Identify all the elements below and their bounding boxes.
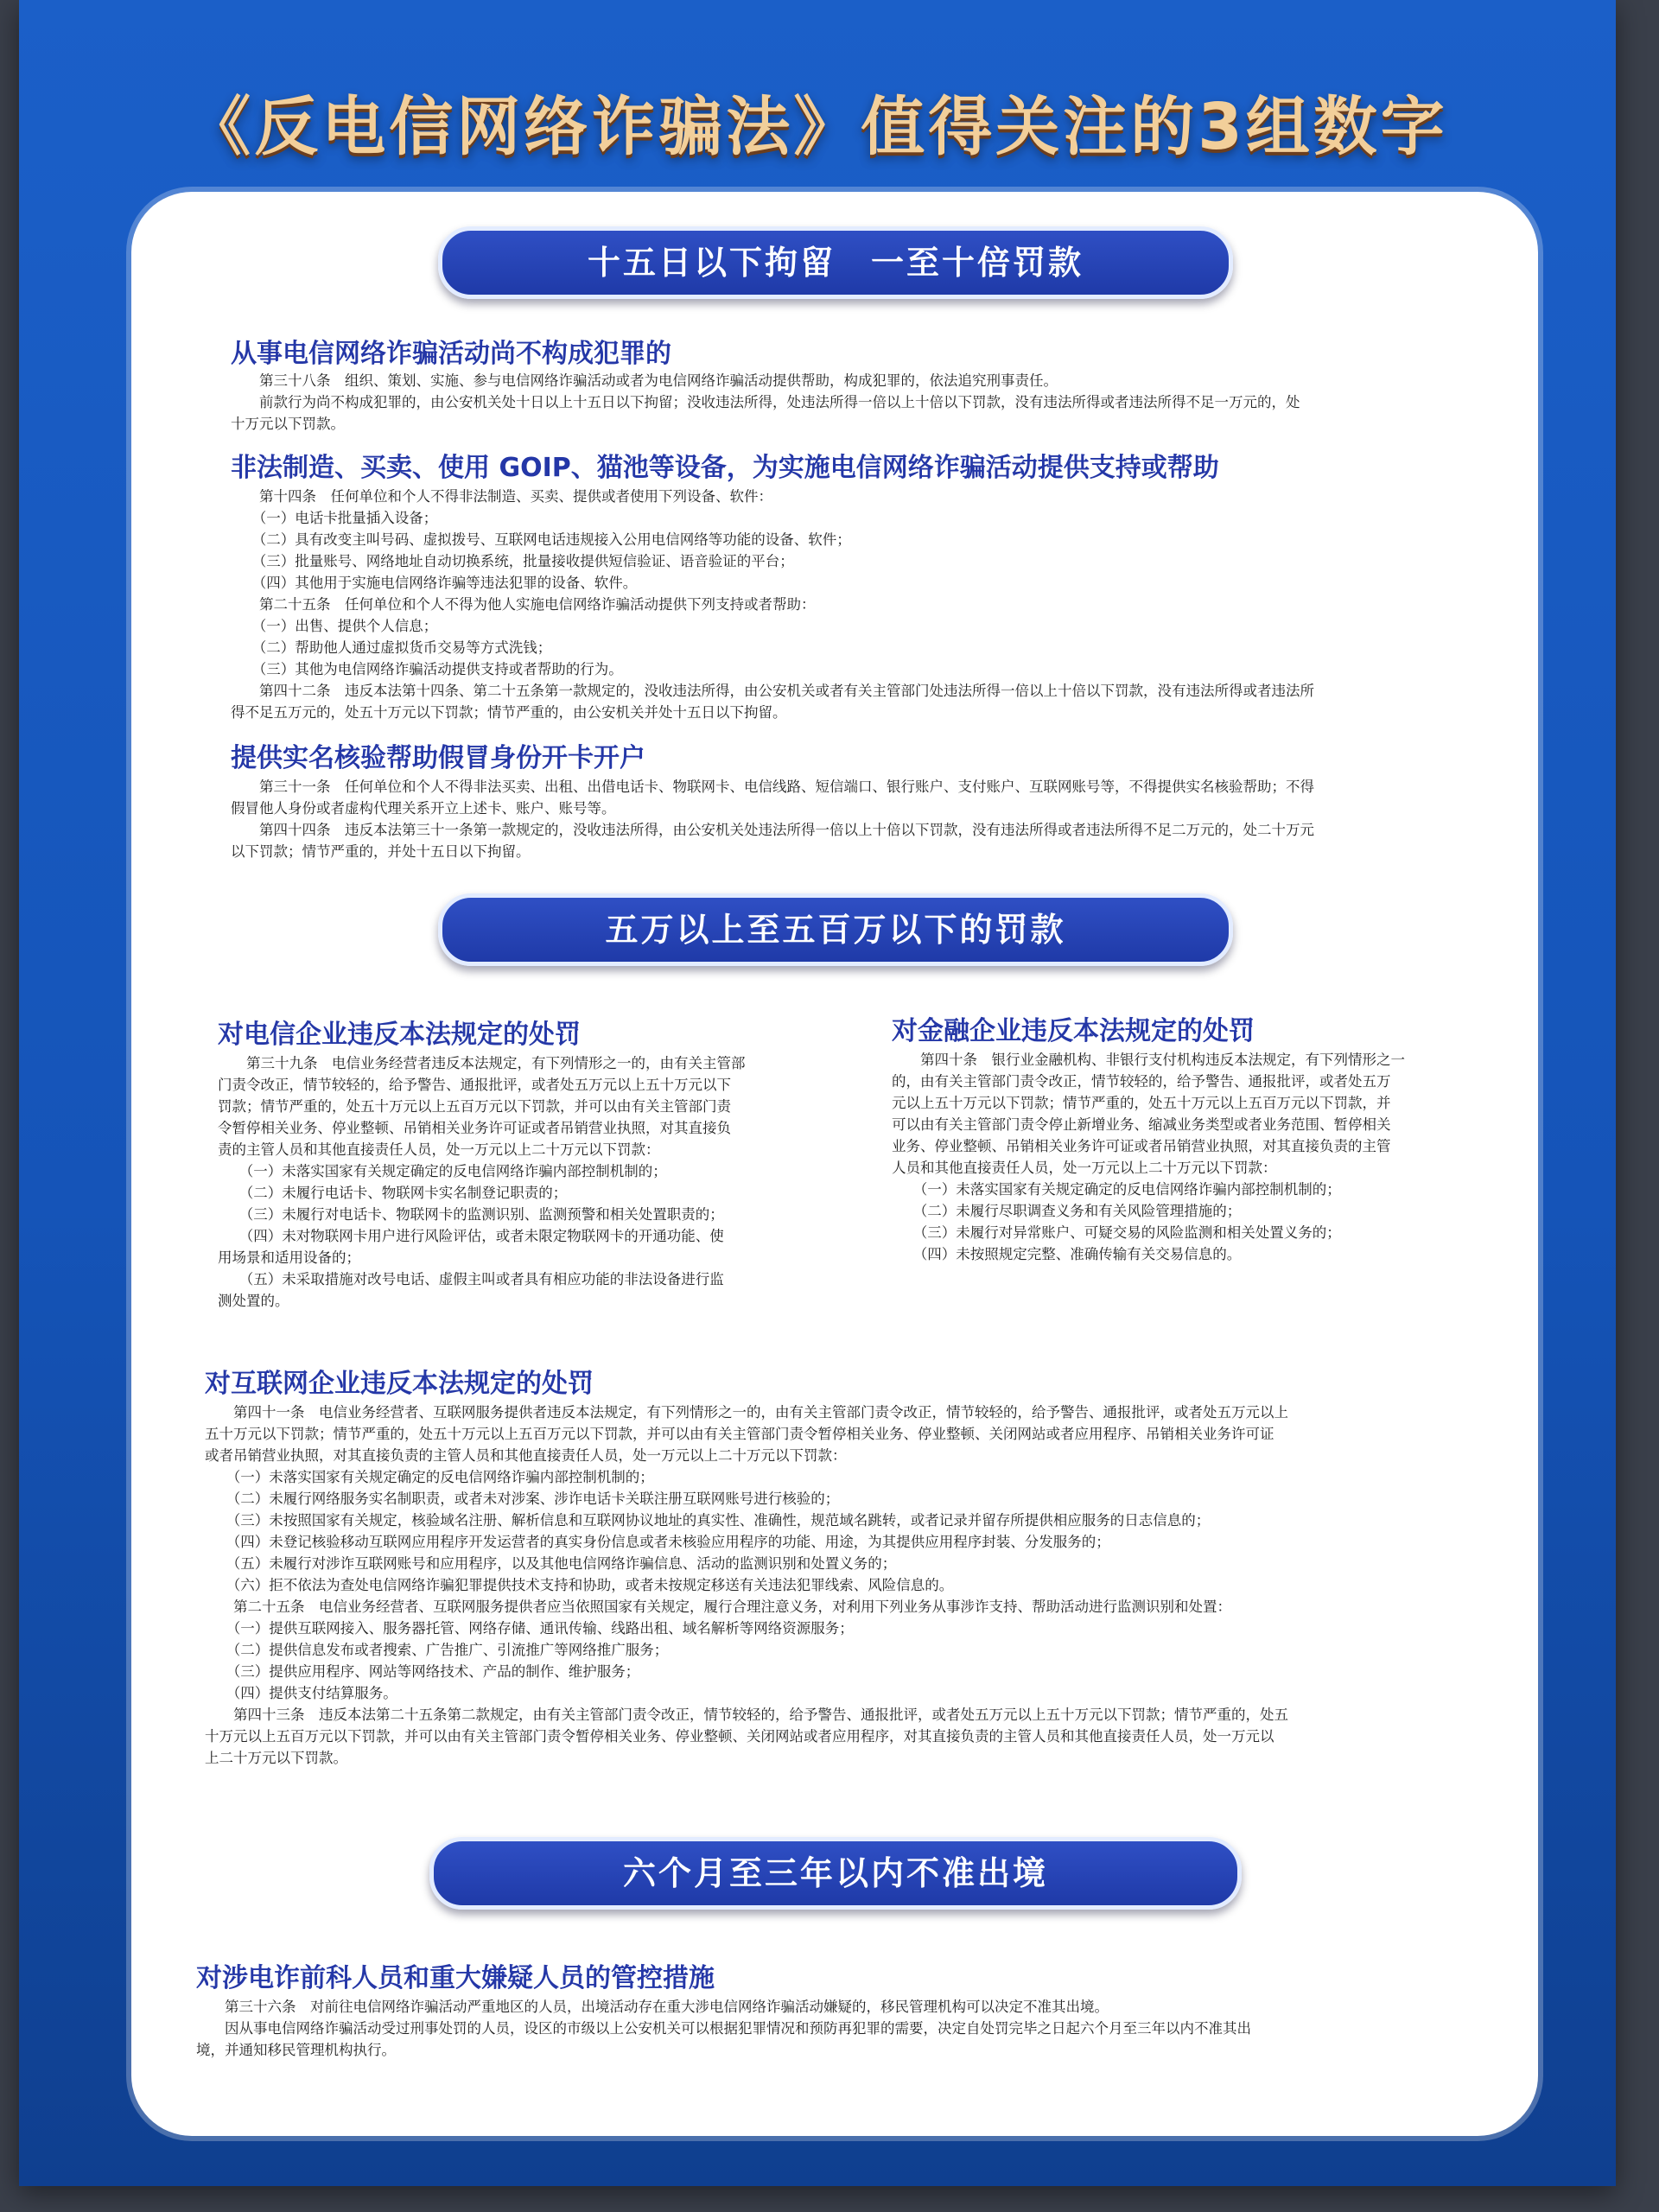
- text-line: 五十万元以下罚款；情节严重的，处五十万元以上五百万元以下罚款，并可以由有关主管部门责令暂停相关业务、停业整顿、关闭网站或者应用程序、吊销相关业务许可证: [205, 1426, 1274, 1442]
- content-panel: [131, 192, 1538, 2136]
- text-line: 得不足五万元的，处五十万元以下罚款；情节严重的，由公安机关并处十五日以下拘留。: [231, 704, 787, 721]
- heading-finance-penalty: 对金融企业违反本法规定的处罚: [892, 1016, 1255, 1046]
- text-line: （二）帮助他人通过虚拟货币交易等方式洗钱；: [231, 639, 552, 656]
- text-line: （一）未落实国家有关规定确定的反电信网络诈骗内部控制机制的；: [205, 1469, 654, 1485]
- text-line: （三）提供应用程序、网站等网络技术、产品的制作、维护服务；: [205, 1663, 640, 1680]
- text-line: （四）未对物联网卡用户进行风险评估，或者未限定物联网卡的开通功能、使: [218, 1228, 724, 1244]
- text-line: 假冒他人身份或者虚构代理关系开立上述卡、账户、账号等。: [231, 800, 616, 817]
- text-line: 罚款；情节严重的，处五十万元以上五百万元以下罚款，并可以由有关主管部门责: [218, 1098, 731, 1115]
- text-line: 第四十二条 违反本法第十四条、第二十五条第一款规定的，没收违法所得，由公安机关或者有关主管部门处违法所得一倍以上十倍以下罚款，没有违法所得或者违法所: [231, 683, 1314, 699]
- text-line: （四）未登记核验移动互联网应用程序开发运营者的真实身份信息或者未核验应用程序的功能、用途，为其提供应用程序封装、分发服务的；: [205, 1534, 1110, 1550]
- text-line: （二）具有改变主叫号码、虚拟拨号、互联网电话违规接入公用电信网络等功能的设备、软件；: [231, 531, 851, 548]
- section-telecom-penalty: [218, 1052, 746, 1312]
- heading-telecom-penalty: 对电信企业违反本法规定的处罚: [218, 1020, 581, 1050]
- text-line: （一）电话卡批量插入设备；: [231, 510, 438, 526]
- text-line: 第二十五条 电信业务经营者、互联网服务提供者应当依照国家有关规定，履行合理注意义务，对利用下列业务从事涉诈支持、帮助活动进行监测识别和处置：: [205, 1599, 1231, 1615]
- heading-goip-devices: 非法制造、买卖、使用 GOIP、猫池等设备，为实施电信网络诈骗活动提供支持或帮助: [231, 453, 1219, 483]
- text-line: 前款行为尚不构成犯罪的，由公安机关处十日以上十五日以下拘留；没收违法所得，处违法所得一倍以上十倍以下罚款，没有违法所得或者违法所得不足一万元的，处: [231, 394, 1300, 410]
- text-line: （四）其他用于实施电信网络诈骗等违法犯罪的设备、软件。: [231, 575, 638, 591]
- section-control-measures: [196, 1996, 1251, 2061]
- text-line: （三）其他为电信网络诈骗活动提供支持或者帮助的行为。: [231, 661, 623, 677]
- text-line: （三）未履行对异常账户、可疑交易的风险监测和相关处置义务的；: [892, 1224, 1341, 1241]
- text-line: 令暂停相关业务、停业整顿、吊销相关业务许可证或者吊销营业执照，对其直接负: [218, 1120, 731, 1136]
- poster: [19, 0, 1616, 2186]
- text-line: 元以上五十万元以下罚款；情节严重的，处五十万元以上五百万元以下罚款，并: [892, 1095, 1391, 1111]
- section-real-name-verification: [231, 776, 1314, 862]
- text-line: 第十四条 任何单位和个人不得非法制造、买卖、提供或者使用下列设备、软件：: [231, 488, 772, 505]
- heading-fraud-not-crime: 从事电信网络诈骗活动尚不构成犯罪的: [231, 339, 671, 369]
- text-line: 第二十五条 任何单位和个人不得为他人实施电信网络诈骗活动提供下列支持或者帮助：: [231, 596, 816, 613]
- text-line: 境，并通知移民管理机构执行。: [196, 2042, 396, 2058]
- text-line: 可以由有关主管部门责令停止新增业务、缩减业务类型或者业务范围、暂停相关: [892, 1116, 1391, 1133]
- text-line: 十万元以上五百万元以下罚款，并可以由有关主管部门责令暂停相关业务、停业整顿、关闭网站或者应用程序，对其直接负责的主管人员和其他直接责任人员，处一万元以: [205, 1728, 1274, 1745]
- text-line: （三）未履行对电话卡、物联网卡的监测识别、监测预警和相关处置职责的；: [218, 1206, 724, 1223]
- text-line: （一）出售、提供个人信息；: [231, 618, 438, 634]
- text-line: 门责令改正，情节较轻的，给予警告、通报批评，或者处五万元以上五十万元以下: [218, 1077, 731, 1093]
- text-line: （二）未履行网络服务实名制职责，或者未对涉案、涉诈电话卡关联注册互联网账号进行核验的；: [205, 1491, 840, 1507]
- heading-real-name-verification: 提供实名核验帮助假冒身份开卡开户: [231, 743, 645, 773]
- section-internet-penalty: [205, 1402, 1288, 1769]
- text-line: （四）未按照规定完整、准确传输有关交易信息的。: [892, 1246, 1242, 1262]
- text-line: 第四十四条 违反本法第三十一条第一款规定的，没收违法所得，由公安机关处违法所得一倍以上十倍以下罚款，没有违法所得或者违法所得不足二万元的，处二十万元: [231, 822, 1314, 838]
- text-line: 的，由有关主管部门责令改正，情节较轻的，给予警告、通报批评，或者处五万: [892, 1073, 1391, 1090]
- text-line: 第三十六条 对前往电信网络诈骗活动严重地区的人员，出境活动存在重大涉电信网络诈骗活动嫌疑的，移民管理机构可以决定不准其出境。: [196, 1999, 1109, 2015]
- text-line: 测处置的。: [218, 1293, 289, 1309]
- text-line: 因从事电信网络诈骗活动受过刑事处罚的人员，设区的市级以上公安机关可以根据犯罪情况和预防再犯罪的需要，决定自处罚完毕之日起六个月至三年以内不准其出: [196, 2020, 1251, 2037]
- text-line: （三）批量账号、网络地址自动切换系统，批量接收提供短信验证、语音验证的平台；: [231, 553, 794, 569]
- text-line: 第四十三条 违反本法第二十五条第二款规定，由有关主管部门责令改正，情节较轻的，给予警告、通报批评，或者处五万元以上五十万元以下罚款；情节严重的，处五: [205, 1707, 1288, 1723]
- text-line: 人员和其他直接责任人员，处一万元以上二十万元以下罚款：: [892, 1160, 1277, 1176]
- text-line: （二）提供信息发布或者搜索、广告推广、引流推广等网络推广服务；: [205, 1642, 669, 1658]
- section-fraud-not-crime: [231, 370, 1300, 435]
- text-line: （二）未履行尽职调查义务和有关风险管理措施的；: [892, 1203, 1242, 1219]
- text-line: 第四十条 银行业金融机构、非银行支付机构违反本法规定，有下列情形之一: [892, 1052, 1405, 1068]
- poster-title: 《反电信网络诈骗法》值得关注的3组数字: [187, 90, 1448, 164]
- heading-internet-penalty: 对互联网企业违反本法规定的处罚: [205, 1369, 594, 1399]
- text-line: 以下罚款；情节严重的，并处十五日以下拘留。: [231, 843, 531, 860]
- banner-detention-fine: 十五日以下拘留 一至十倍罚款: [438, 226, 1233, 299]
- section-finance-penalty: [892, 1049, 1405, 1265]
- text-line: （五）未履行对涉诈互联网账号和应用程序，以及其他电信网络诈骗信息、活动的监测识别和处置义务的；: [205, 1555, 897, 1572]
- text-line: 第三十八条 组织、策划、实施、参与电信网络诈骗活动或者为电信网络诈骗活动提供帮助，构成犯罪的，依法追究刑事责任。: [231, 372, 1058, 389]
- text-line: 业务、停业整顿、吊销相关业务许可证或者吊销营业执照，对其直接负责的主管: [892, 1138, 1391, 1154]
- text-line: （一）未落实国家有关规定确定的反电信网络诈骗内部控制机制的；: [892, 1181, 1341, 1198]
- banner-exit-ban: 六个月至三年以内不准出境: [429, 1837, 1242, 1910]
- text-line: （一）提供互联网接入、服务器托管、网络存储、通讯传输、线路出租、域名解析等网络资源服务；: [205, 1620, 854, 1637]
- text-line: 第四十一条 电信业务经营者、互联网服务提供者违反本法规定，有下列情形之一的，由有关主管部门责令改正，情节较轻的，给予警告、通报批评，或者处五万元以上: [205, 1404, 1288, 1421]
- text-line: （一）未落实国家有关规定确定的反电信网络诈骗内部控制机制的；: [218, 1163, 667, 1179]
- text-line: 十万元以下罚款。: [231, 416, 345, 432]
- text-line: （六）拒不依法为查处电信网络诈骗犯罪提供技术支持和协助，或者未按规定移送有关违法犯罪线索、风险信息的。: [205, 1577, 954, 1593]
- text-line: （三）未按照国家有关规定，核验域名注册、解析信息和互联网协议地址的真实性、准确性，规范域名跳转，或者记录并留存所提供相应服务的日志信息的；: [205, 1512, 1211, 1529]
- text-line: 第三十一条 任何单位和个人不得非法买卖、出租、出借电话卡、物联网卡、电信线路、短信端口、银行账户、支付账户、互联网账号等，不得提供实名核验帮助；不得: [231, 779, 1314, 795]
- banner-fine-range: 五万以上至五百万以下的罚款: [438, 893, 1233, 966]
- text-line: 责的主管人员和其他直接责任人员，处一万元以上二十万元以下罚款：: [218, 1141, 660, 1158]
- text-line: 用场景和适用设备的；: [218, 1249, 360, 1266]
- text-line: 第三十九条 电信业务经营者违反本法规定，有下列情形之一的，由有关主管部: [218, 1055, 746, 1071]
- section-goip-devices: [231, 486, 1314, 723]
- heading-control-measures: 对涉电诈前科人员和重大嫌疑人员的管控措施: [196, 1963, 715, 1993]
- text-line: 上二十万元以下罚款。: [205, 1750, 347, 1766]
- text-line: （四）提供支付结算服务。: [205, 1685, 397, 1701]
- text-line: 或者吊销营业执照，对其直接负责的主管人员和其他直接责任人员，处一万元以上二十万元以下罚款：: [205, 1447, 847, 1464]
- text-line: （五）未采取措施对改号电话、虚假主叫或者具有相应功能的非法设备进行监: [218, 1271, 724, 1287]
- text-line: （二）未履行电话卡、物联网卡实名制登记职责的；: [218, 1185, 568, 1201]
